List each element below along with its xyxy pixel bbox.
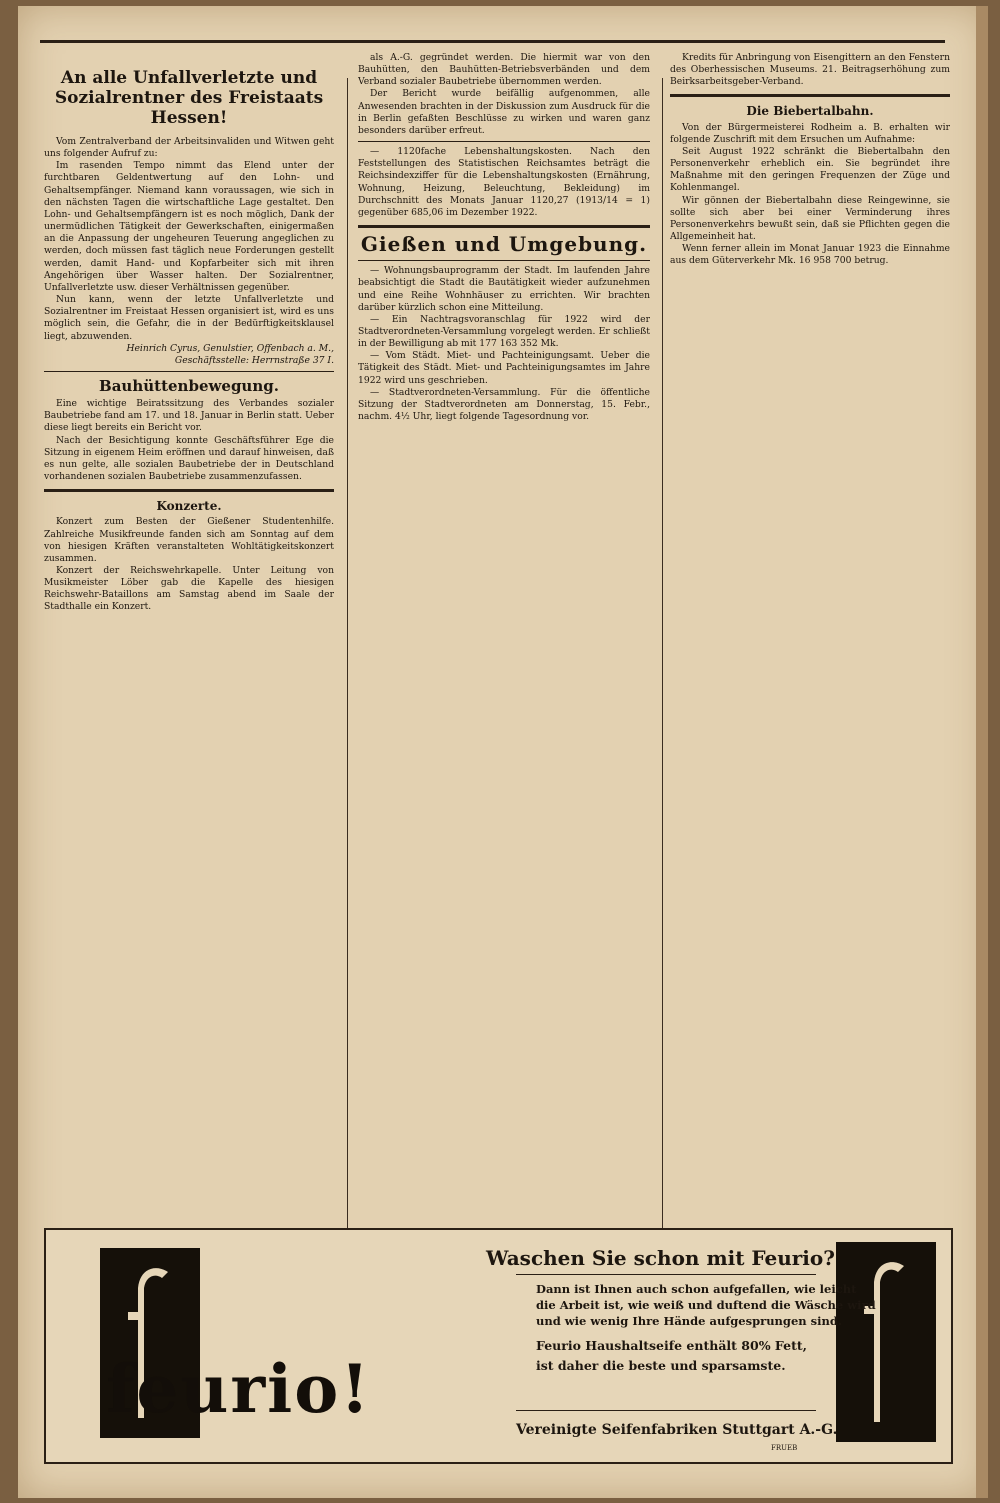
column-1 [44,52,334,1232]
article-paragraph: — Stadtverordneten-Versammlung. Für die öffentliche Sitzung der Stadtverordneten am Donnerstag, 15. Febr., nachm. 4½ Uhr, liegt folgende Tagesordnung vor. [358,386,650,423]
ad-text-line: die Arbeit ist, wie weiß und duftend die Wäsche wird [536,1298,876,1312]
article-paragraph: Konzert der Reichswehrkapelle. Unter Leitung von Musikmeister Löber gab die Kapelle des hiesigen Reichswehr-Bataillons am Samstag abend im Saale der Stadthalle ein Konzert. [44,565,334,613]
ad-rule [516,1410,816,1411]
ad-rule [516,1274,816,1275]
article-paragraph: Wenn ferner allein im Monat Januar 1923 die Einnahme aus dem Güterverkehr Mk. 16 958 700 betrug. [670,243,950,267]
ad-company: Vereinigte Seifenfabriken Stuttgart A.-G. [516,1422,838,1438]
divider [44,489,334,492]
article-paragraph: — Ein Nachtragsvoranschlag für 1922 wird der Stadtverordneten-Versammlung vorgelegt werden. Er schließt in der Bewilligung ab mit 177 163 352 Mk. [358,313,650,350]
article-paragraph: Wir gönnen der Biebertalbahn diese Reingewinne, sie sollte sich aber bei einer Verminderung ihres Personenverkehrs bewußt sein, daß sie Pflichten gegen die Allgemeinheit hat. [670,194,950,243]
article-paragraph: Seit August 1922 schränkt die Biebertalbahn den Personenverkehr erheblich ein. Sie begründet ihre Maßnahme mit den geringen Frequenzen der Züge und Kohlenmangel. [670,145,950,194]
article-title-bauhuetten: Bauhüttenbewegung. [99,376,279,395]
article-title-konzerte: Konzerte. [156,499,222,514]
article-paragraph: Im rasenden Tempo nimmt das Elend unter der furchtbaren Geldentwertung auf den Lohn- und Gehaltsempfänger. Niemand kann voraussagen, wie sich in den nächsten Tagen die wirtschaftliche Lage gestaltet. Den Lohn- und Gehaltsempfängern ist es noch möglich, Dank der unermüdlichen Tätigkeit der Gewerkschaften, einigermaßen an die Anpassung der ungeheuren Teuerung angeglichen zu werden, doch müssen fast täglich neue Forderungen gestellt werden, damit Hand- und Kopfarbeiter sich mit ihren Angehörigen über Wasser halten. Der Sozialrentner, Unfallverletzte usw. dieser Verhältnissen gegenüber. [44,160,334,293]
column-rule-2 [662,78,663,1228]
ad-artist-signature: FRUEB [771,1444,798,1452]
divider [44,371,334,372]
article-signature: Heinrich Cyrus, Genulstier, Offenbach a. M., Geschäftsstelle: Herrnstraße 37 I. [126,342,334,366]
article-paragraph: — Vom Städt. Miet- und Pachteinigungsamt. Ueber die Tätigkeit des Städt. Miet- und Pachteinigungsamtes im Jahre 1922 wird uns geschrieben. [358,350,650,386]
article-paragraph: Der Bericht wurde beifällig aufgenommen, alle Anwesenden brachten in der Diskussion zum Ausdruck für die in Berlin gefaßten Beschlüsse zu wirken und waren ganz besonders darüber erfreut. [358,88,650,136]
article-paragraph: Eine wichtige Beiratssitzung des Verbandes sozialer Baubetriebe fand am 17. und 18. Januar in Berlin statt. Ueber diese liegt bereits ein Bericht vor. [44,398,334,434]
divider [358,260,650,261]
article-paragraph: als A.-G. gegründet werden. Die hiermit war von den Bauhütten, den Bauhütten-Betriebsverbänden und dem Verband sozialer Baubetriebe übernommen werden. [358,52,650,88]
article-paragraph: Von der Bürgermeisterei Rodheim a. B. erhalten wir folgende Zuschrift mit dem Ersuchen um Aufnahme: [670,121,950,145]
top-rule [40,40,945,43]
section-title-giessen: Gießen und Umgebung. [360,232,648,257]
column-2 [358,52,650,1232]
article-paragraph: Kredits für Anbringung von Eisengittern an den Fenstern des Oberhessischen Museums. 21. Beitragserhöhung zum Beirksarbeitsgeber-Verband. [670,52,950,88]
article-paragraph: — Wohnungsbauprogramm der Stadt. Im laufenden Jahre beabsichtigt die Stadt die Bautätigkeit wieder aufzunehmen und eine Reihe Wohnhäuser zu errichten. Wir brachten darüber kürzlich schon eine Mitteilung. [358,265,650,313]
article-title-biebertalbahn: Die Biebertalbahn. [746,104,874,119]
article-paragraph: Nun kann, wenn der letzte Unfallverletzte und Sozialrentner im Freistaat Hessen organisiert ist, wird es uns möglich sein, die Gefahr, die in der Bedürftigkeitsklausel liegt, abzuwenden. [44,294,334,342]
ad-text-line: und wie wenig Ihre Hände aufgesprungen sind. [536,1314,842,1328]
ad-headline: Waschen Sie schon mit Feurio? [486,1246,835,1270]
article-paragraph: — 1120fache Lebenshaltungskosten. Nach den Feststellungen des Statistischen Reichsamtes beträgt die Reichsindexziffer für die Lebenshaltungskosten (Ernährung, Wohnung, Heizung, Beleuchtung, Bekleidung) im Durchschnitt des Monats Januar 1120,27 (1913/14 = 1) gegenüber 685,06 im Dezember 1922. [358,146,650,218]
column-rule-1 [347,78,348,1228]
divider [670,94,950,97]
article-paragraph: Vom Zentralverband der Arbeitsinvaliden und Witwen geht uns folgender Aufruf zu: [44,136,334,160]
article-paragraph: Nach der Besichtigung konnte Geschäftsführer Ege die Sitzung in eigenem Heim eröffnen und darauf hinweisen, daß es nun gelte, alle sozialen Baubetriebe der in Deutschland vorhandenen sozialen Baubetriebe zusammenzufassen. [44,434,334,483]
page-edge [976,6,988,1498]
ad-text-line: ist daher die beste und sparsamste. [536,1358,786,1373]
divider [358,225,650,228]
ad-text-line: Feurio Haushaltseife enthält 80% Fett, [536,1338,807,1353]
article-paragraph: Konzert zum Besten der Gießener Studentenhilfe. Zahlreiche Musikfreunde fanden sich am Sonntag auf dem von hiesigen Kräften veranstalteten Wohltätigkeitskonzert zusammen. [44,516,334,564]
ad-text-line: Dann ist Ihnen auch schon aufgefallen, wie leicht [536,1282,857,1296]
brand-wordmark: feurio! [106,1350,372,1428]
divider [358,141,650,142]
brand-letter-f-graphic [836,1242,936,1442]
article-title-unfallverletzte: An alle Unfallverletzte und Sozialrentner des Freistaats Hessen! [54,68,324,128]
column-3 [670,52,950,1232]
feurio-advertisement [44,1228,953,1464]
